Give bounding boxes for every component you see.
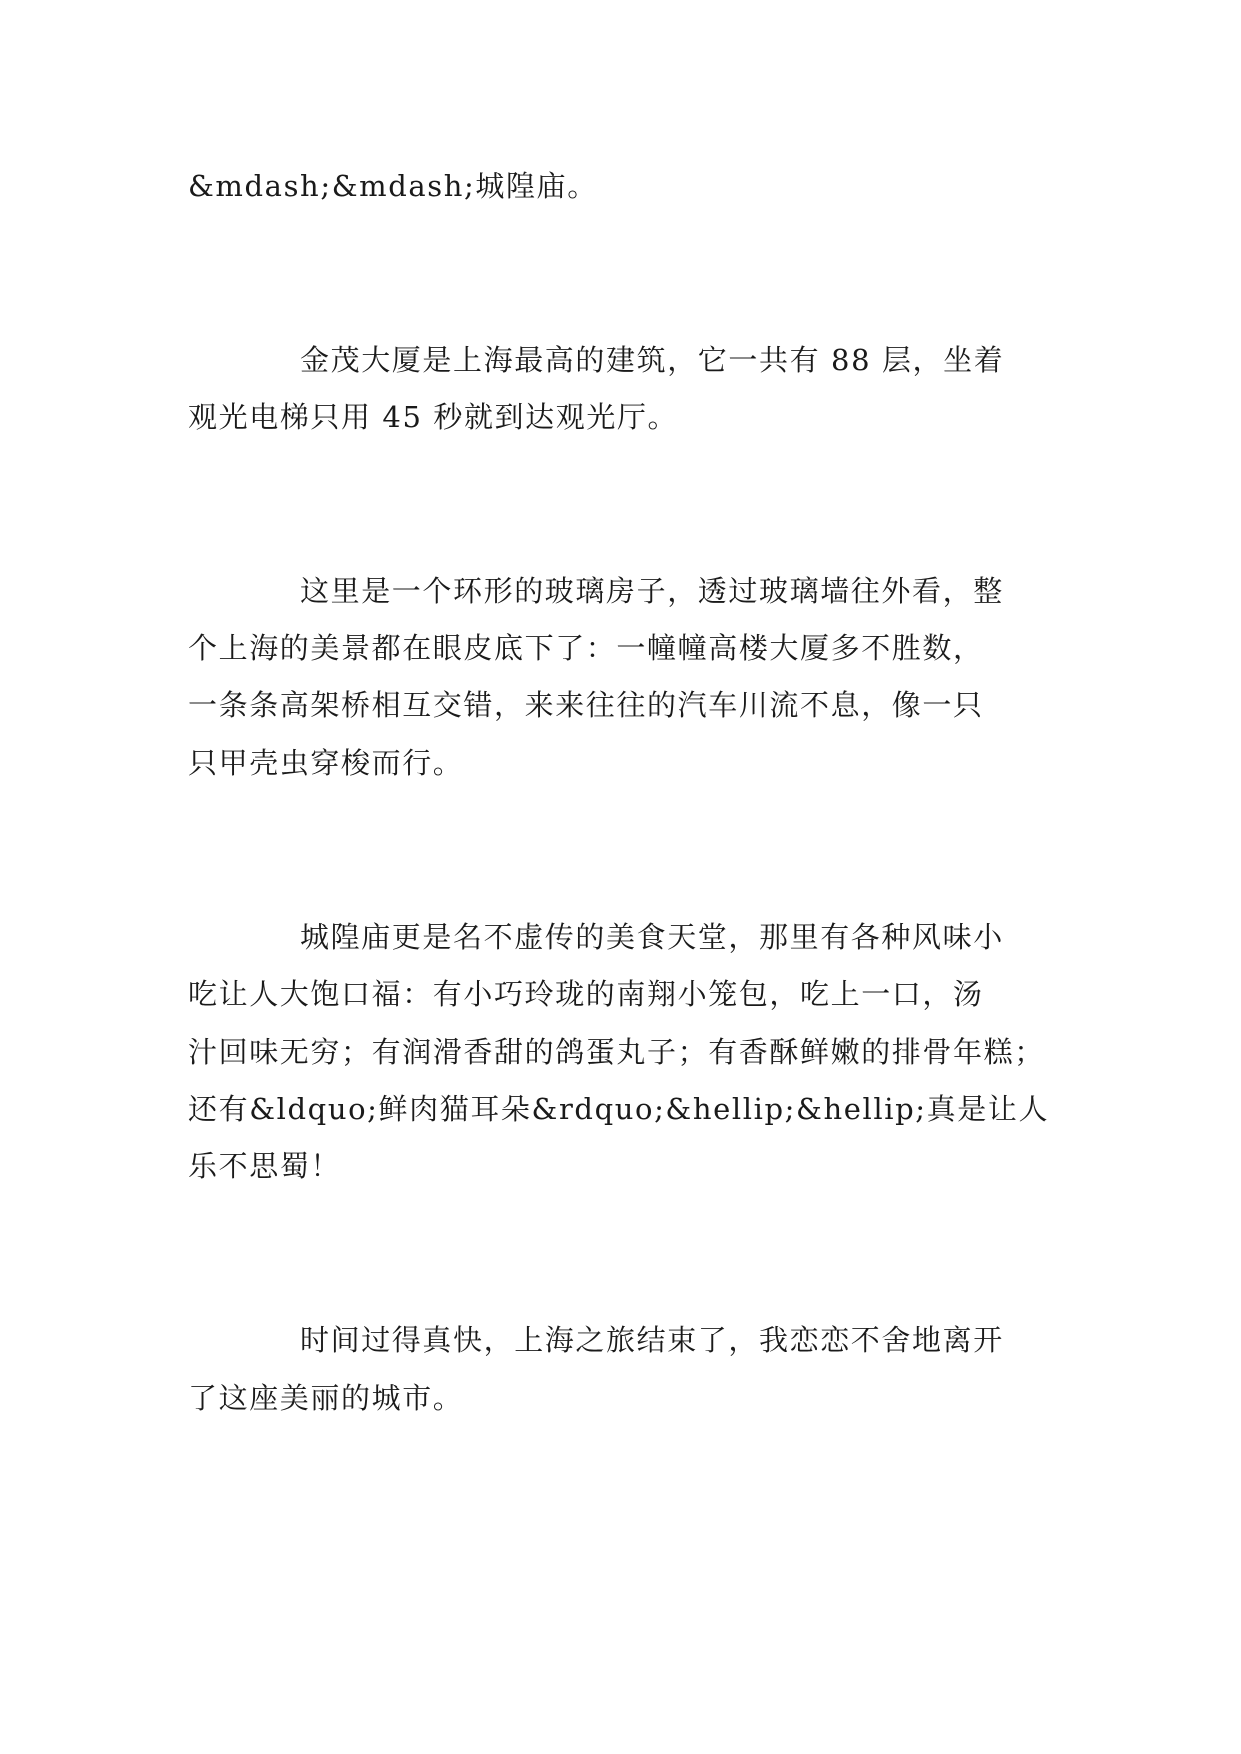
paragraph-4-line-2: 吃让人大饱口福：有小巧玲珑的南翔小笼包，吃上一口，汤 bbox=[188, 977, 984, 1011]
paragraph-2-line-1: 金茂大厦是上海最高的建筑，它一共有 88 层，坐着 bbox=[300, 343, 1005, 377]
paragraph-3-line-1: 这里是一个环形的玻璃房子，透过玻璃墙往外看，整 bbox=[300, 574, 1004, 608]
paragraph-5-line-1: 时间过得真快，上海之旅结束了，我恋恋不舍地离开 bbox=[300, 1323, 1004, 1357]
paragraph-4-line-4: 还有&ldquo;鲜肉猫耳朵&rdquo;&hellip;&hellip;真是让人 bbox=[188, 1092, 1050, 1126]
paragraph-4-line-5: 乐不思蜀！ bbox=[188, 1149, 342, 1183]
paragraph-3-line-2: 个上海的美景都在眼皮底下了：一幢幢高楼大厦多不胜数， bbox=[188, 631, 984, 665]
paragraph-4-line-3: 汁回味无穷；有润滑香甜的鸽蛋丸子；有香酥鲜嫩的排骨年糕； bbox=[188, 1035, 1045, 1069]
paragraph-1-line-1: &mdash;&mdash;城隍庙。 bbox=[188, 169, 598, 203]
paragraph-3-line-4: 只甲壳虫穿梭而行。 bbox=[188, 746, 464, 780]
paragraph-3-line-3: 一条条高架桥相互交错，来来往往的汽车川流不息，像一只 bbox=[188, 688, 984, 722]
paragraph-4-line-1: 城隍庙更是名不虚传的美食天堂，那里有各种风味小 bbox=[300, 920, 1004, 954]
paragraph-5-line-2: 了这座美丽的城市。 bbox=[188, 1381, 464, 1415]
paragraph-2-line-2: 观光电梯只用 45 秒就到达观光厅。 bbox=[188, 400, 679, 434]
